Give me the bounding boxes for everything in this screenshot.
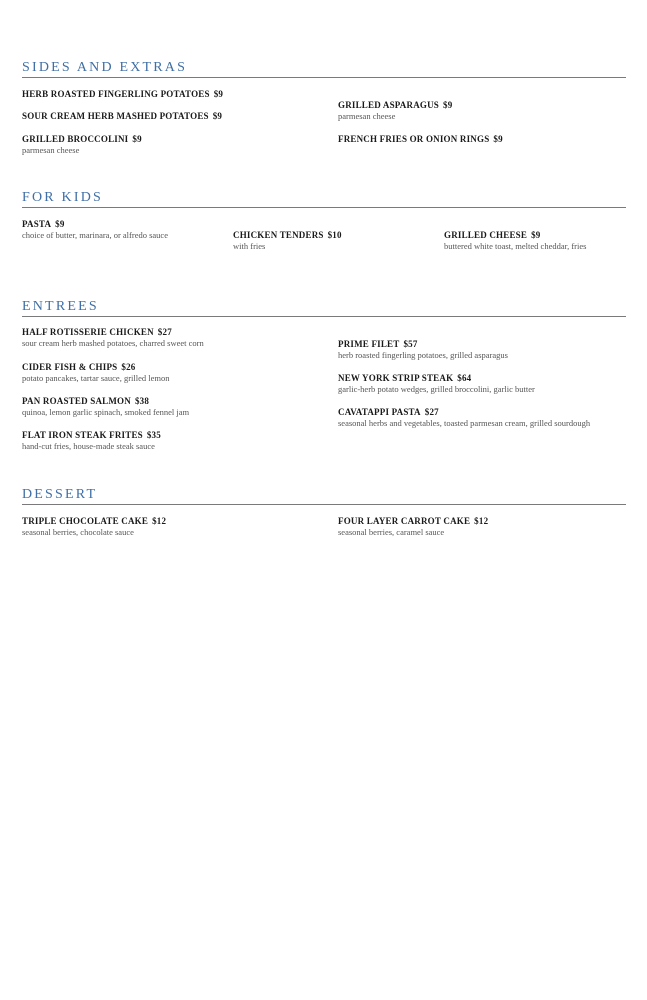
item-description: parmesan cheese <box>22 145 80 155</box>
item-description: parmesan cheese <box>338 111 396 121</box>
menu-item <box>22 327 322 349</box>
item-name: CAVATAPPI PASTA <box>338 407 421 417</box>
section-divider <box>22 316 626 317</box>
item-name: GRILLED ASPARAGUS <box>338 100 440 110</box>
item-price: $35 <box>146 430 161 440</box>
item-name: FLAT IRON STEAK FRITES <box>22 430 143 440</box>
menu-item <box>22 134 322 156</box>
item-name: HERB ROASTED FINGERLING POTATOES <box>22 89 210 99</box>
section-divider <box>22 504 626 505</box>
item-description: with fries <box>233 241 266 251</box>
item-name: SOUR CREAM HERB MASHED POTATOES <box>22 111 209 121</box>
item-description: quinoa, lemon garlic spinach, smoked fennel jam <box>22 407 190 417</box>
menu-item <box>22 430 322 452</box>
item-description: seasonal berries, chocolate sauce <box>22 527 134 537</box>
item-name: CHICKEN TENDERS <box>233 230 324 240</box>
item-description: choice of butter, marinara, or alfredo sauce <box>22 230 168 240</box>
section-divider <box>22 77 626 78</box>
menu-item <box>444 230 644 252</box>
item-description: herb roasted fingerling potatoes, grilled asparagus <box>338 350 508 360</box>
menu-item <box>338 134 638 145</box>
item-name: NEW YORK STRIP STEAK <box>338 373 454 383</box>
item-name: FOUR LAYER CARROT CAKE <box>338 516 471 526</box>
item-name: TRIPLE CHOCOLATE CAKE <box>22 516 149 526</box>
item-description: seasonal herbs and vegetables, toasted parmesan cream, grilled sourdough <box>338 418 591 428</box>
section-title-sides: SIDES AND EXTRAS <box>22 60 188 75</box>
menu-item <box>233 230 423 252</box>
section-entrees <box>22 299 626 317</box>
item-price: $9 <box>213 89 224 99</box>
menu-item <box>22 516 322 538</box>
item-name: HALF ROTISSERIE CHICKEN <box>22 327 154 337</box>
item-price: $27 <box>424 407 439 417</box>
menu-item <box>338 373 638 395</box>
section-divider <box>22 207 626 208</box>
item-price: $38 <box>134 396 150 406</box>
section-title-kids: FOR KIDS <box>22 190 104 205</box>
item-name: PAN ROASTED SALMON <box>22 396 131 406</box>
item-price: $9 <box>55 219 65 229</box>
item-description: potato pancakes, tartar sauce, grilled lemon <box>22 373 170 383</box>
item-price: $27 <box>157 327 172 337</box>
item-name: GRILLED CHEESE <box>444 230 528 240</box>
menu-item <box>22 396 322 418</box>
section-dessert <box>22 487 626 505</box>
item-description: hand-cut fries, house-made steak sauce <box>22 441 155 451</box>
menu-item <box>22 111 322 122</box>
menu-item <box>22 219 182 241</box>
item-price: $10 <box>327 230 342 240</box>
section-title-entrees: ENTREES <box>22 299 99 314</box>
item-name: FRENCH FRIES OR ONION RINGS <box>338 134 490 144</box>
item-description: sour cream herb mashed potatoes, charred sweet corn <box>22 338 204 348</box>
item-description: buttered white toast, melted cheddar, fries <box>444 241 587 251</box>
menu-item <box>338 516 638 538</box>
item-name: PASTA <box>22 219 52 229</box>
item-price: $9 <box>443 100 453 110</box>
item-price: $9 <box>132 134 142 144</box>
item-price: $9 <box>531 230 541 240</box>
section-kids <box>22 190 626 208</box>
item-price: $12 <box>152 516 167 526</box>
menu-item <box>338 100 638 122</box>
item-name: PRIME FILET <box>338 339 400 349</box>
item-description: seasonal berries, caramel sauce <box>338 527 445 537</box>
item-price: $12 <box>474 516 489 526</box>
menu-item <box>338 407 608 429</box>
item-price: $57 <box>403 339 418 349</box>
menu-item <box>22 89 322 100</box>
item-description: garlic-herb potato wedges, grilled broccolini, garlic butter <box>338 384 535 394</box>
section-title-dessert: DESSERT <box>22 487 98 502</box>
section-sides <box>22 60 626 78</box>
item-price: $9 <box>212 111 223 121</box>
item-name: CIDER FISH & CHIPS <box>22 362 118 372</box>
item-price: $26 <box>121 362 136 372</box>
menu-item <box>338 339 638 361</box>
menu-item <box>22 362 322 384</box>
item-price: $9 <box>493 134 503 144</box>
item-price: $64 <box>457 373 472 383</box>
item-name: GRILLED BROCCOLINI <box>22 134 129 144</box>
